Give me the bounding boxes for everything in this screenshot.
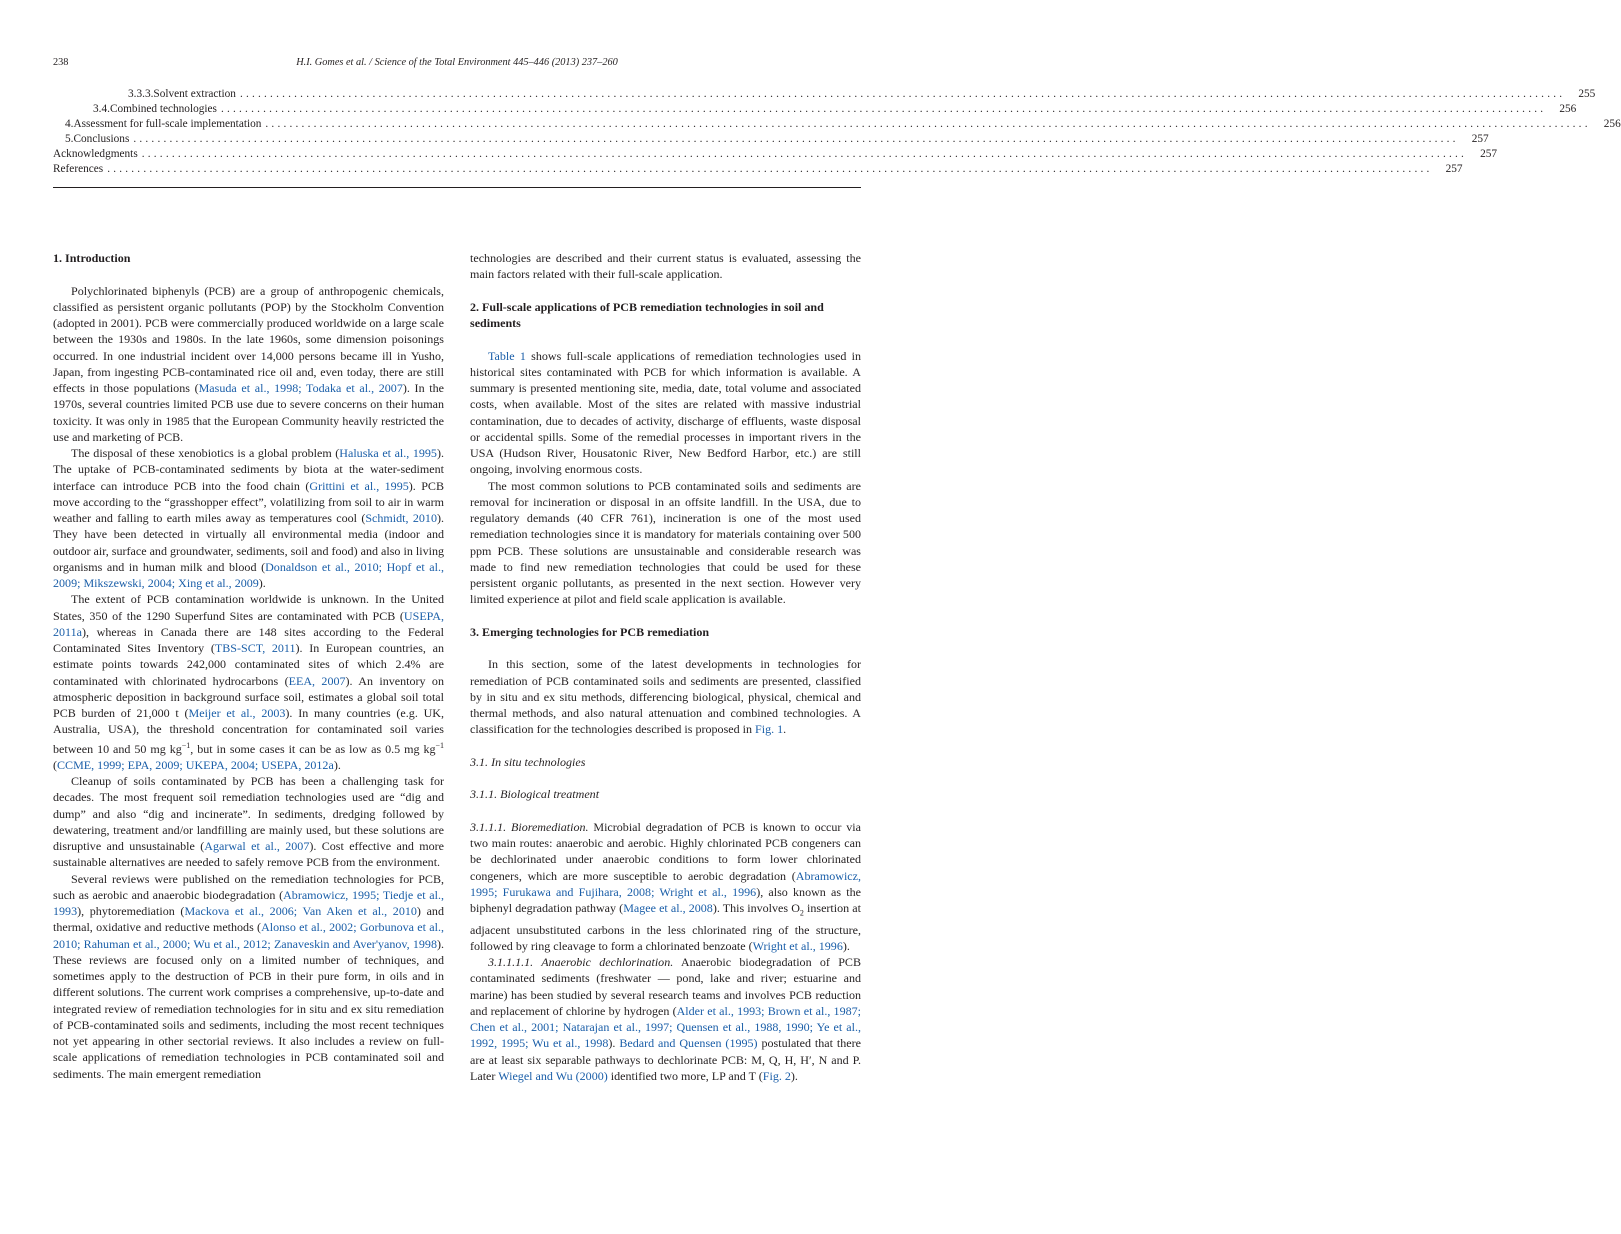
text-run: ), also known as the biphenyl degradation pathway (: [470, 884, 861, 915]
section-heading: 3. Emerging technologies for PCB remediation: [470, 624, 710, 639]
left-column: [53, 250, 444, 1082]
text-run: .: [783, 722, 787, 737]
spacer: [470, 331, 861, 347]
text-run: Microbial degradation of PCB is known to occur via two main routes: anaerobic and aerobic. Highly chlorinated PCB congeners can be dechlorinated under anaerobic conditions to form lower chlorinated congeners, which are more susceptible to aerobic degradation (: [470, 819, 862, 883]
text-run: The most common solutions to PCB contaminated soils and sediments are removal for incineration or disposal in an offsite landfill. In the USA, due to regulatory demands (40 CFR 761), incineration is one of the most used remediation technologies since it is mandatory for materials containing over 500 ppm PCB. These solutions are unsustainable and considerable research was made to find new remediation technologies that could be used for these persistent organic pollutants, as presented in the next section. However very limited experience at pilot and field scale application is available.: [470, 478, 861, 607]
spacer: [470, 608, 861, 624]
spacer: [470, 640, 861, 656]
body-paragraph: [470, 819, 861, 954]
spacer: [470, 738, 861, 754]
toc-leader-dots: ............................................................................................................................................................................................................................: [220, 103, 1547, 115]
section-heading: 1. Introduction: [53, 251, 131, 265]
citation-link[interactable]: Abramowicz, 1995; Tiedje et al., 1993: [53, 887, 444, 919]
toc-leader-dots: ............................................................................................................................................................................................................................: [239, 88, 1566, 100]
spacer: [53, 266, 444, 282]
body-paragraph: [470, 954, 861, 1084]
text-run: ). These reviews are focused only on a limited number of techniques, and sometimes apply to the destruction of PCB in their pure form, in oils and in different solutions. The current work comprises a comprehensive, up-to-date and integrated review of remediation technologies for in situ and ex situ remediation of PCB-contaminated soils and sediments, including the most recent techniques not yet appearing in other sectorial reviews. It also includes a review on full-scale applications of remediation technologies in PCB contaminated soil and sediments. The main emergent remediation: [53, 936, 444, 1081]
toc-label: Combined technologies: [109, 103, 217, 115]
toc-label: References: [53, 163, 104, 175]
citation-link[interactable]: Wiegel and Wu (2000): [498, 1068, 608, 1083]
text-run: shows full-scale applications of remediation technologies used in historical sites contaminated with PCB for which information is available. A summary is presented mentioning site, media, date, total volume and associated costs, when available. Most of the sites are related with massive industrial contamination, due to decades of activity, discharge of effluents, waste disposal or accidental spills. Some of the remedial processes in important rivers in the USA (Hudson River, Housatonic River, New Bedford Harbor, etc.) are still ongoing, involving enormous costs.: [470, 348, 862, 477]
toc-page: 255: [1578, 88, 1596, 100]
citation-link[interactable]: Table 1: [488, 348, 526, 363]
toc-page: 257: [1471, 133, 1489, 145]
citation-link[interactable]: CCME, 1999; EPA, 2009; UKEPA, 2004; USEPA, 2012a: [57, 757, 334, 772]
runin-heading: 3.1.1.1.1. Anaerobic dechlorination.: [488, 955, 674, 970]
toc-page: 256: [1559, 103, 1577, 115]
citation-link[interactable]: Donaldson et al., 2010; Hopf et al., 2009; Mikszewski, 2004; Xing et al., 2009: [53, 559, 444, 590]
text-run: ), phytoremediation (: [77, 904, 185, 919]
citation-link[interactable]: Magee et al., 2008: [623, 901, 713, 915]
citation-link[interactable]: Alder et al., 1993; Brown et al., 1987; Chen et al., 2001; Natarajan et al., 1997; Quensen et al., 1988, 1990; Ye et al., 1992, 1995; Wu et al., 1998: [470, 1003, 861, 1051]
toc-entry[interactable]: [53, 87, 1596, 102]
toc-page: 257: [1480, 148, 1498, 160]
running-title: H.I. Gomes et al. / Science of the Total Environment 445–446 (2013) 237–260: [296, 57, 618, 68]
text-run: ). They have been detected in virtually all environmental media (indoor and outdoor air, surface and groundwater, sediments, soil and food) and also in living organisms and in human milk and blood (: [53, 511, 444, 574]
divider: [53, 187, 861, 188]
running-header: [53, 57, 861, 73]
citation-link[interactable]: USEPA, 2011a: [53, 608, 444, 639]
runin-heading: 3.1.1.1. Bioremediation.: [470, 819, 589, 834]
citation-link[interactable]: Alonso et al., 2002; Gorbunova et al., 2010; Rahuman et al., 2000; Wu et al., 2012; Zanaveskin and Aver'yanov, 1998: [53, 920, 444, 951]
toc-label: Conclusions: [73, 133, 130, 145]
text-run: ).: [842, 938, 850, 953]
spacer: [470, 283, 861, 299]
text-run: In this section, some of the latest developments in technologies for remediation of PCB contaminated soils and sediments are presented, classified by in situ and ex situ methods, differencing biological, physical, chemical and thermal methods, and also natural attenuation and combined technologies. A classification for the technologies described is proposed in: [470, 657, 861, 737]
citation-link[interactable]: TBS-SCT, 2011: [214, 641, 296, 655]
text-run: ). This involves $O_2$ insertion at adjacent unsubstituted carbons in the less chlorinated ring of the structure, followed by ring cleavage to form a chlorinated benzoate (: [470, 901, 861, 953]
toc-leader-dots: ............................................................................................................................................................................................................................: [265, 118, 1591, 130]
text-run: postulated that there are at least six separable pathways to dechlorinate PCB: M, Q, H, H′, N and P. Later: [470, 1036, 861, 1083]
toc-number: 4.: [65, 118, 74, 130]
citation-link[interactable]: Fig. 2: [762, 1068, 791, 1083]
toc-entry[interactable]: [53, 162, 1463, 177]
toc-number: 3.3.3.: [128, 88, 154, 100]
toc-number: 3.4.: [93, 103, 110, 115]
text-run: ). PCB move according to the “grasshopper effect”, volatilizing from soil to air in warm weather and falling to earth miles away as temperatures cool (: [53, 478, 444, 525]
toc-number: 5.: [65, 133, 74, 145]
body-paragraph: [470, 478, 861, 608]
text-run: ), whereas in Canada there are 148 sites according to the Federal Contaminated Sites Inventory (: [53, 624, 444, 655]
text-run: ). In European countries, an estimate points towards 242,000 contaminated sites of which 2.4% are contaminated with chlorinated hydrocarbons (: [53, 641, 444, 688]
citation-link[interactable]: Bedard and Quensen (1995): [619, 1036, 758, 1051]
citation-link[interactable]: Masuda et al., 1998; Todaka et al., 2007: [198, 381, 403, 395]
text-run: ).: [333, 757, 341, 772]
text-run: ).: [608, 1036, 620, 1051]
body-paragraph: [53, 773, 444, 871]
body-paragraph: [470, 250, 861, 283]
text-run: ). An inventory on atmospheric deposition in background surface soil, estimates a global soil total PCB burden of 21,000 t (: [53, 673, 444, 720]
toc-entry[interactable]: [53, 132, 1489, 147]
citation-link[interactable]: Mackova et al., 2006; Van Aken et al., 2010: [184, 904, 417, 919]
spacer: [470, 803, 861, 819]
right-column: [470, 250, 861, 1084]
body-paragraph: [53, 591, 444, 773]
citation-link[interactable]: Abramowicz, 1995; Furukawa and Fujihara, 2008; Wright et al., 1996: [470, 868, 861, 899]
text-run: Several reviews were published on the remediation technologies for PCB, such as aerobic and anaerobic biodegradation (: [53, 871, 444, 902]
text-run: Anaerobic biodegradation of PCB contaminated sediments (freshwater — pond, lake and river; estuarine and marine) has been studied by several research teams and involves PCB reduction and replacement of chlorine by hydrogen (: [470, 955, 861, 1018]
citation-link[interactable]: Fig. 1: [755, 722, 784, 737]
toc-leader-dots: ............................................................................................................................................................................................................................: [133, 133, 1459, 145]
text-run: The disposal of these xenobiotics is a global problem (: [71, 446, 340, 460]
toc-entry[interactable]: [53, 147, 1498, 162]
toc-label: Assessment for full-scale implementation: [73, 118, 262, 130]
text-run: ).: [790, 1068, 798, 1083]
text-run: identified two more, LP and T (: [607, 1068, 763, 1083]
text-run: technologies are described and their current status is evaluated, assessing the main factors related with their full-scale application.: [470, 251, 861, 282]
text-run: ).: [258, 576, 266, 590]
text-run: ). Cost effective and more sustainable alternatives are needed to safely remove PCB from the environment.: [53, 839, 444, 870]
text-run: Cleanup of soils contaminated by PCB has been a challenging task for decades. The most frequent soil remediation technologies used are “dig and dump” and also “dig and incinerate”. In sediments, dredging followed by dewatering, treatment and/or landfilling are mainly used, but these solutions are disruptive and unsustainable (: [53, 774, 444, 854]
citation-link[interactable]: Schmidt, 2010: [365, 511, 437, 525]
body-paragraph: [470, 348, 861, 478]
citation-link[interactable]: Grittini et al., 1995: [309, 478, 409, 493]
text-run: ). The uptake of PCB-contaminated sediments by biota at the water-sediment interface can introduce PCB into the food chain (: [53, 446, 444, 493]
subsection-heading: 3.1. In situ technologies: [470, 754, 586, 769]
text-run: Polychlorinated biphenyls (PCB) are a group of anthropogenic chemicals, classified as persistent organic pollutants (POP) by the Stockholm Convention (adopted in 2001). PCB were commercially produced worldwide on a large scale between the 1930s and 1980s. In the late 1960s, some dimension poisonings occurred. In one industrial incident over 14,000 persons became ill in Yusho, Japan, from ingesting PCB-contaminated rice oil and, even today, there are still effects in those populations (: [53, 283, 444, 395]
toc-entry[interactable]: [53, 117, 1621, 132]
citation-link[interactable]: Meijer et al., 2003: [188, 706, 286, 720]
body-paragraph: [470, 656, 861, 737]
toc-leader-dots: ............................................................................................................................................................................................................................: [141, 148, 1468, 160]
text-run: ). In many countries (e.g. UK, Australia, USA), the threshold concentration for contaminated soil varies between 10 and 50 mg $kg^{-1}$, but in some cases it can be as low as 0.5 mg $kg^{-1}$ (: [53, 706, 444, 772]
spacer: [470, 770, 861, 786]
section-heading: 2. Full-scale applications of PCB remediation technologies in soil and sediments: [470, 299, 824, 330]
toc-label: Solvent extraction: [153, 88, 236, 100]
toc-entry[interactable]: [53, 102, 1577, 117]
page-number: 238: [53, 57, 69, 68]
subsection-heading: 3.1.1. Biological treatment: [470, 787, 600, 802]
citation-link[interactable]: EEA, 2007: [288, 673, 346, 688]
toc-page: 256: [1603, 118, 1621, 130]
body-paragraph: [53, 871, 444, 1082]
citation-link[interactable]: Agarwal et al., 2007: [204, 839, 310, 854]
toc-page: 257: [1445, 163, 1463, 175]
body-paragraph: [53, 445, 444, 591]
text-run: The extent of PCB contamination worldwide is unknown. In the United States, 350 of the 1290 Superfund Sites are contaminated with PCB (: [53, 592, 444, 623]
toc-leader-dots: ............................................................................................................................................................................................................................: [107, 163, 1433, 175]
toc-label: Acknowledgments: [53, 148, 138, 160]
text-run: ) and thermal, oxidative and reductive methods (: [53, 904, 444, 935]
citation-link[interactable]: Wright et al., 1996: [752, 938, 843, 953]
body-paragraph: [53, 283, 444, 446]
text-run: ). In the 1970s, several countries limited PCB use due to severe concerns on their human toxicity. It was only in 1985 that the European Community heavily restricted the use and marketing of PCB.: [53, 381, 444, 444]
citation-link[interactable]: Haluska et al., 1995: [339, 446, 437, 460]
table-of-contents: [53, 87, 1621, 177]
